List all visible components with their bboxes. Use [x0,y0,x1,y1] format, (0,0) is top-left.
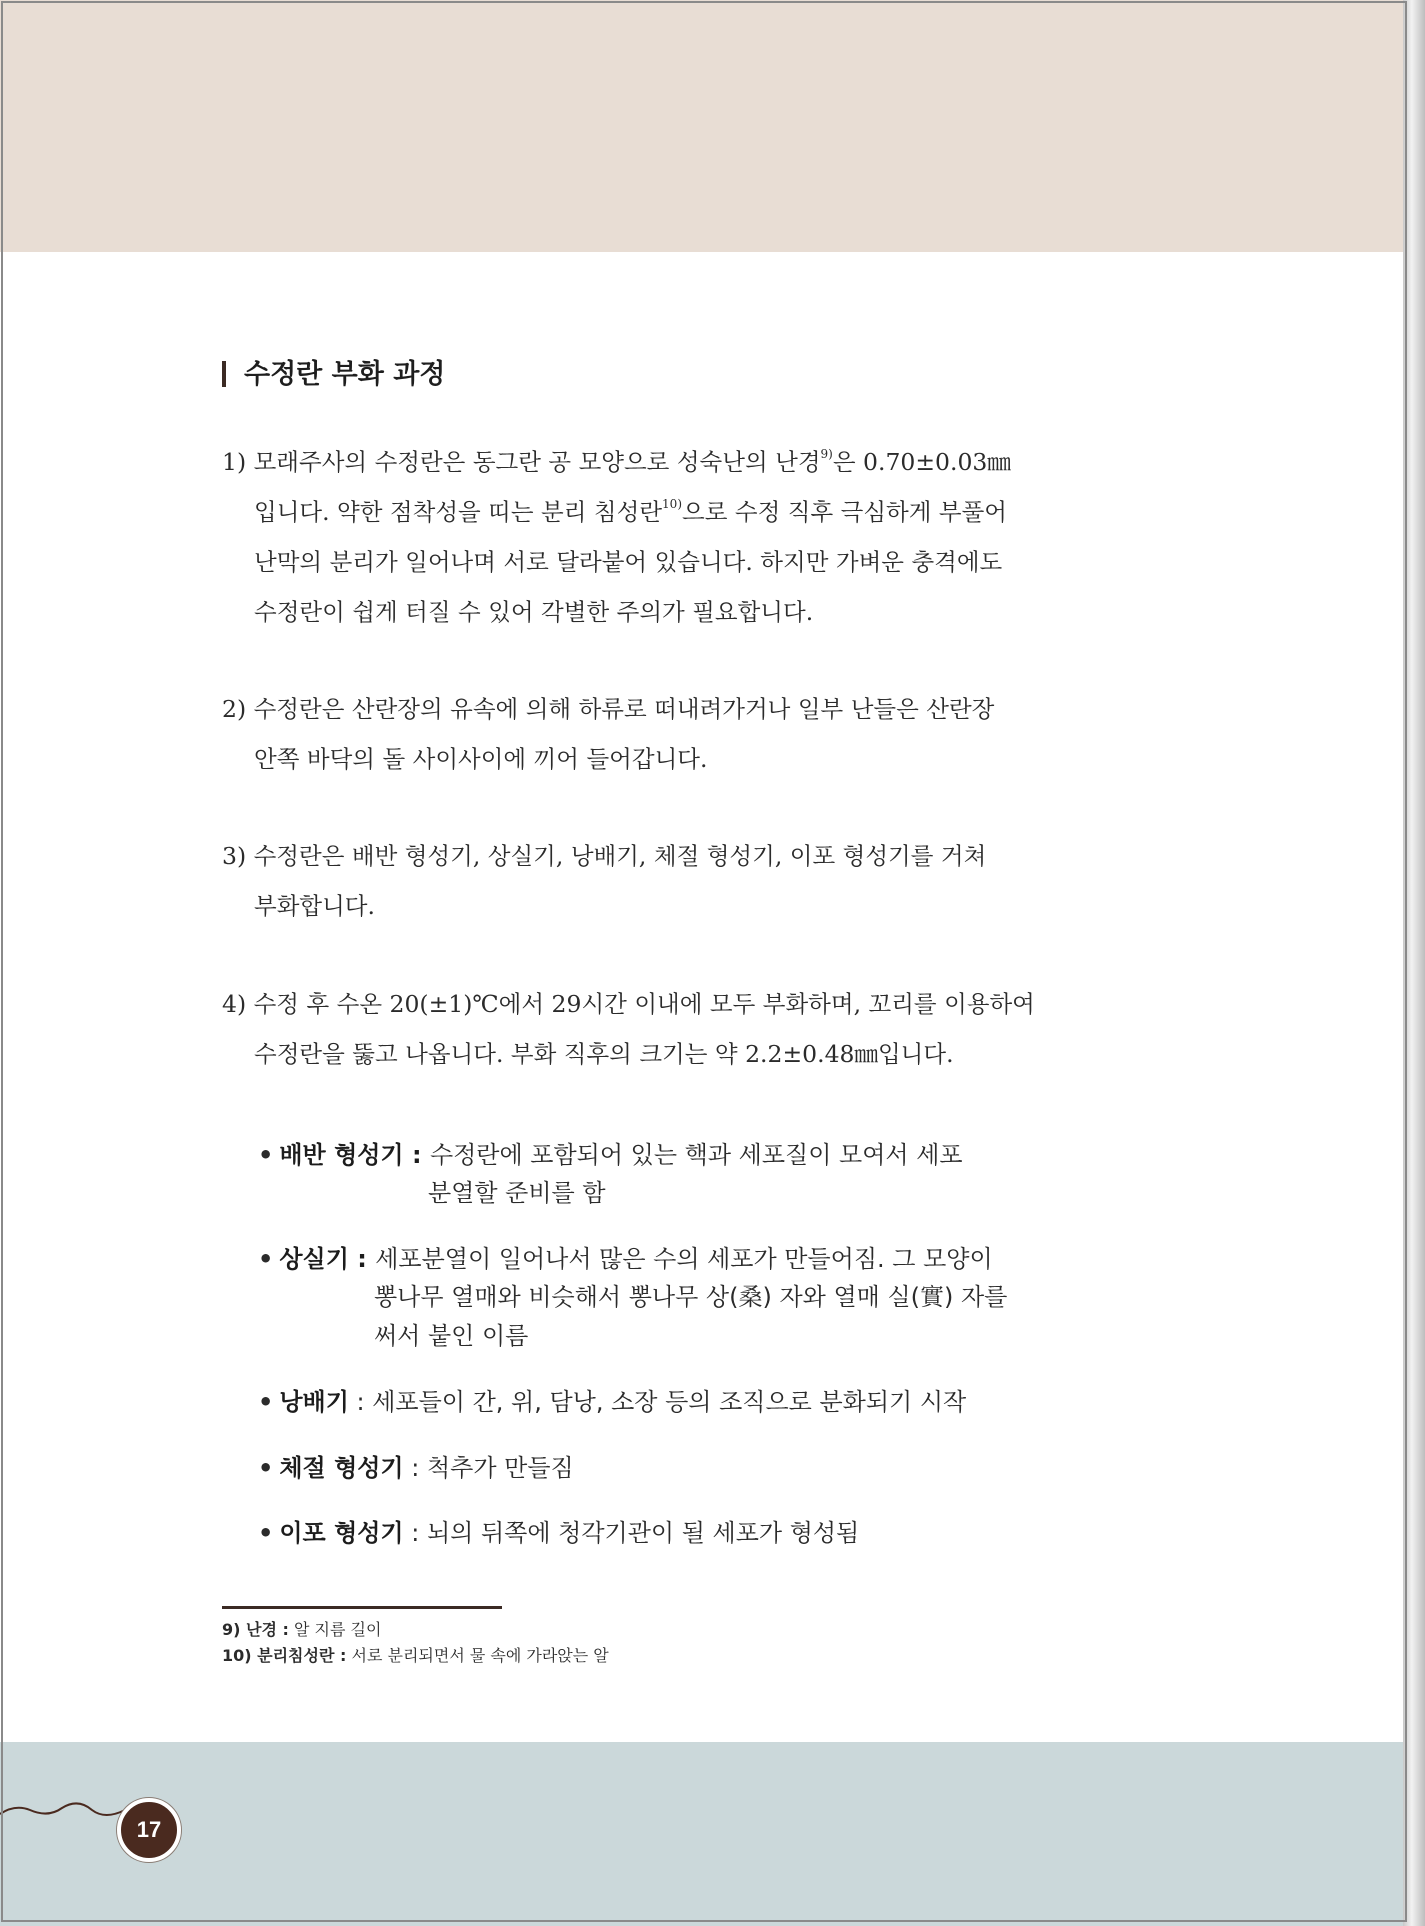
list-item-description: 수정란에 포함되어 있는 핵과 세포질이 모여서 세포 [429,1141,963,1169]
paragraph-line: 수정란을 뚫고 나옵니다. 부화 직후의 크기는 약 2.2±0.48㎜입니다. [254,1040,954,1068]
bullet-dot-icon: • [258,1141,274,1169]
page-edge-shadow [1403,0,1425,1926]
footnote-ref-10[interactable]: 10) [662,497,682,511]
paragraph-line: 2) 수정란은 산란장의 유속에 의해 하류로 떠내려가거나 일부 난들은 산란장 [222,695,995,723]
list-item-continuation: 써서 붙인 이름 [374,1322,529,1350]
list-item-continuation: 분열할 준비를 함 [428,1179,606,1207]
list-item: • 낭배기 : 세포들이 간, 위, 담낭, 소장 등의 조직으로 분화되기 시작 [258,1388,967,1416]
bullet-dot-icon: • [258,1388,274,1416]
list-item: • 이포 형성기 : 뇌의 뒤쪽에 청각기관이 될 세포가 형성됨 [258,1519,860,1547]
paragraph-line: 수정란이 쉽게 터질 수 있어 각별한 주의가 필요합니다. [254,598,814,626]
footnote-ref-9[interactable]: 9) [820,447,833,461]
list-item-term: 배반 형성기 [279,1141,404,1169]
paragraph-line: 4) 수정 후 수온 20(±1)℃에서 29시간 이내에 모두 부화하며, 꼬리를 이용하여 [222,990,1035,1018]
footnote-term: 9) 난경 : [222,1620,289,1639]
footnote-text: 서로 분리되면서 물 속에 가라앉는 알 [346,1646,609,1665]
footnote-term: 10) 분리침성란 : [222,1646,347,1665]
paragraph-line: 1) 모래주사의 수정란은 동그란 공 모양으로 성숙난의 난경$^{9)}$은 0.70±0.03㎜ [222,447,1011,476]
list-item: • 배반 형성기 : 수정란에 포함되어 있는 핵과 세포질이 모여서 세포 분열할 준비를 함 [258,1141,963,1207]
top-decorative-band [0,0,1406,252]
bullet-dot-icon: • [258,1245,274,1273]
list-item-description: 뇌의 뒤쪽에 청각기관이 될 세포가 형성됨 [426,1519,860,1547]
paragraph-1 [222,437,1082,637]
list-item-description: 세포들이 간, 위, 담낭, 소장 등의 조직으로 분화되기 시작 [372,1388,967,1416]
list-item-term: 이포 형성기 [279,1519,404,1547]
list-item-term: 상실기 [279,1245,349,1273]
paragraph-line: 안쪽 바닥의 돌 사이사이에 끼어 들어갑니다. [254,745,708,773]
list-item-term: 낭배기 [279,1388,349,1416]
list-item-term: 체절 형성기 [279,1454,404,1482]
paragraph-line: 부화합니다. [254,892,375,920]
list-item: • 체절 형성기 : 척추가 만들짐 [258,1454,574,1482]
paragraph-line: 난막의 분리가 일어나며 서로 달라붙어 있습니다. 하지만 가벼운 충격에도 [254,548,1003,576]
title-bar-marker [222,361,226,387]
list-item-description: 세포분열이 일어나서 많은 수의 세포가 만들어짐. 그 모양이 [375,1245,993,1273]
list-item: • 상실기 : 세포분열이 일어나서 많은 수의 세포가 만들어짐. 그 모양이 뽕나무 열매와 비슷해서 뽕나무 상(桑) 자와 열매 실(實) 자를 써서 붙인 이름 [258,1245,1008,1350]
list-item-continuation: 뽕나무 열매와 비슷해서 뽕나무 상(桑) 자와 열매 실(實) 자를 [374,1283,1008,1311]
bullet-dot-icon: • [258,1519,274,1547]
footnote-9 [222,1617,381,1640]
footnote-text: 알 지름 길이 [288,1620,382,1639]
paragraph-4 [222,979,1082,1079]
top-wave-decoration [0,226,1406,266]
section-title-text: 수정란 부화 과정 [244,359,446,390]
bottom-decorative-band [0,1742,1406,1926]
footnote-divider [222,1606,502,1609]
page-frame [1,1,1407,1922]
list-item-description: 척추가 만들짐 [426,1454,574,1482]
page-number-badge: 17 [117,1798,181,1862]
paragraph-line: 3) 수정란은 배반 형성기, 상실기, 낭배기, 체절 형성기, 이포 형성기를 거쳐 [222,842,987,870]
paragraph-2 [222,684,1082,784]
section-title [222,352,445,391]
bullet-dot-icon: • [258,1454,274,1482]
paragraph-line: 입니다. 약한 점착성을 띠는 분리 침성란$^{10)}$으로 수정 직후 극심하게 부풀어 [254,497,1007,526]
paragraph-3 [222,831,1082,931]
footnote-10 [222,1643,609,1666]
